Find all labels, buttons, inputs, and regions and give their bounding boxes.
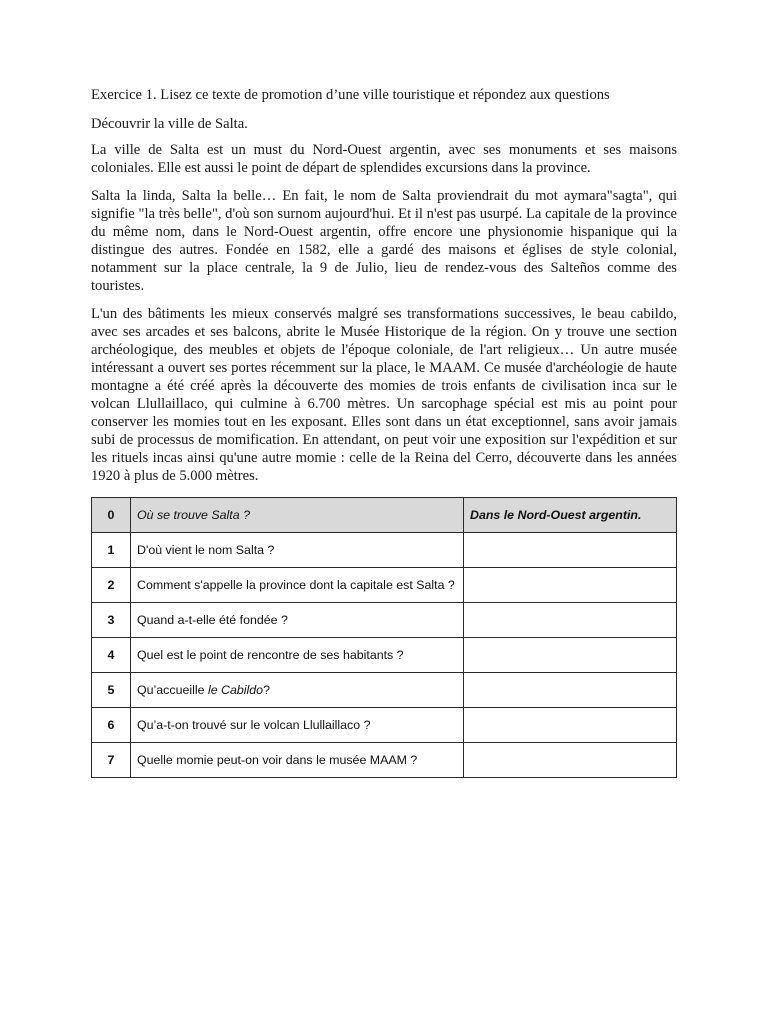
paragraph-museums [91, 305, 677, 485]
paragraph-intro [91, 141, 677, 177]
answer-cell[interactable] [464, 743, 677, 778]
paragraph-text: Salta la linda, Salta la belle… En fait, le nom de Salta proviendrait du mot aymara"sagta", qui signifie "la très belle", d'où son surnom aujourd'hui. Et il n'est pas usurpé. La capitale de la province du même nom, dans le Nord-Ouest argentin, offre encore une physionomie hispanique qui la distingue des autres. Fondée en 1582, elle a gardé des maisons et églises de style colonial, notamment sur la place centrale, la 9 de Julio, lieu de rendez-vous des Salteños comme des touristes. [91, 188, 677, 294]
table-row [92, 673, 677, 708]
answer-cell[interactable] [464, 533, 677, 568]
question-text: Quelle momie peut-on voir dans le musée MAAM ? [131, 743, 464, 778]
question-number: 3 [92, 603, 131, 638]
answer-cell[interactable] [464, 638, 677, 673]
table-row [92, 638, 677, 673]
table-row [92, 568, 677, 603]
question-text [131, 673, 464, 708]
answer-cell[interactable] [464, 673, 677, 708]
answer-cell[interactable] [464, 708, 677, 743]
answer-cell: Dans le Nord-Ouest argentin. [464, 498, 677, 533]
answer-cell[interactable] [464, 603, 677, 638]
question-text: Quel est le point de rencontre de ses habitants ? [131, 638, 464, 673]
question-text: Où se trouve Salta ? [131, 498, 464, 533]
answer-cell[interactable] [464, 568, 677, 603]
table-header-row [92, 498, 677, 533]
exercise-subtitle: Découvrir la ville de Salta. [91, 116, 248, 132]
question-number: 1 [92, 533, 131, 568]
question-number: 5 [92, 673, 131, 708]
question-text: Quand a-t-elle été fondée ? [131, 603, 464, 638]
paragraph-history [91, 187, 677, 295]
table-row [92, 743, 677, 778]
question-italic: le Cabildo [207, 682, 264, 697]
question-text: Qu’a-t-on trouvé sur le volcan Llullaillaco ? [131, 708, 464, 743]
table-row [92, 708, 677, 743]
paragraph-text: L'un des bâtiments les mieux conservés malgré ses transformations successives, le beau cabildo, avec ses arcades et ses balcons, abrite le Musée Historique de la région. On y trouve une section archéologique, des meubles et objets de l'époque coloniale, de l'art religieux… Un autre musée intéressant a ouvert ses portes récemment sur la place, le MAAM. Ce musée d'archéologie de haute montagne a été créé après la découverte des momies de trois enfants de civilisation inca sur le volcan Llullaillaco, qui culmine à 6.700 mètres. Un sarcophage spécial est mis au point pour conserver les momies tout en les exposant. Elles sont dans un état exceptionnel, sans avoir jamais subi de processus de momification. En attendant, on peut voir une exposition sur l'expédition et sur les rituels incas ainsi qu'une autre momie : celle de la Reina del Cerro, découverte dans les années 1920 à plus de 5.000 mètres. [91, 306, 677, 484]
question-number: 7 [92, 743, 131, 778]
question-prefix: Qu’accueille [137, 682, 208, 697]
question-number: 2 [92, 568, 131, 603]
questions-table [91, 497, 677, 778]
question-text: D'où vient le nom Salta ? [131, 533, 464, 568]
question-number: 0 [92, 498, 131, 533]
exercise-title: Exercice 1. Lisez ce texte de promotion d’une ville touristique et répondez aux questions [91, 87, 610, 103]
table-row [92, 603, 677, 638]
question-suffix: ? [263, 682, 270, 697]
table-row [92, 533, 677, 568]
question-number: 4 [92, 638, 131, 673]
paragraph-text: La ville de Salta est un must du Nord-Ouest argentin, avec ses monuments et ses maisons coloniales. Elle est aussi le point de départ de splendides excursions dans la province. [91, 142, 677, 176]
question-number: 6 [92, 708, 131, 743]
question-text: Comment s'appelle la province dont la capitale est Salta ? [131, 568, 464, 603]
